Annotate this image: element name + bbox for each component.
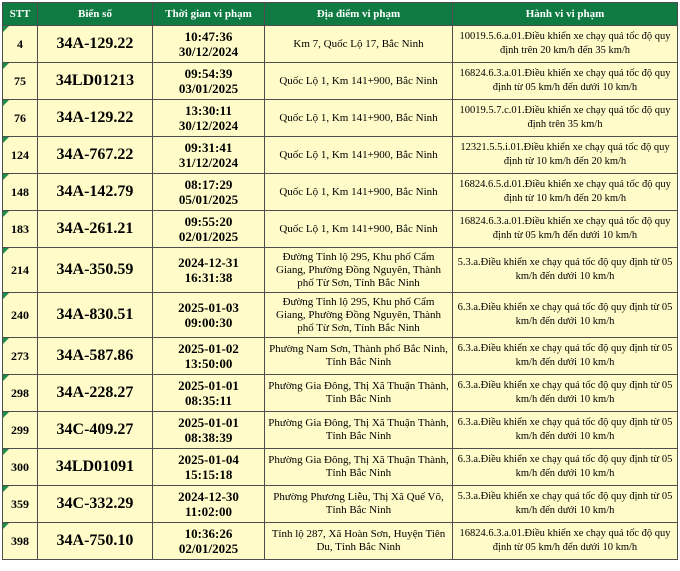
time-line-2: 16:31:38 bbox=[184, 270, 233, 285]
time-line-1: 2025-01-04 bbox=[178, 452, 239, 467]
time-line-2: 02/01/2025 bbox=[178, 229, 239, 244]
cell-place: Quốc Lộ 1, Km 141+900, Bắc Ninh bbox=[265, 211, 453, 248]
time-line-2: 30/12/2024 bbox=[178, 44, 239, 59]
table-row bbox=[3, 412, 678, 449]
cell-act: 5.3.a.Điều khiển xe chạy quá tốc độ quy định từ 05 km/h đến dưới 10 km/h bbox=[453, 248, 678, 293]
cell-act: 6.3.a.Điều khiển xe chạy quá tốc độ quy định từ 05 km/h đến dưới 10 km/h bbox=[453, 293, 678, 338]
header-time: Thời gian vi phạm bbox=[153, 3, 265, 26]
cell-plate: 34C-409.27 bbox=[38, 412, 153, 449]
cell-place: Phường Gia Đông, Thị Xã Thuận Thành, Tỉnh Bắc Ninh bbox=[265, 375, 453, 412]
cell-act: 6.3.a.Điều khiển xe chạy quá tốc độ quy định từ 05 km/h đến dưới 10 km/h bbox=[453, 375, 678, 412]
time-line-2: 03/01/2025 bbox=[178, 81, 239, 96]
time-line-1: 08:17:29 bbox=[184, 177, 233, 192]
cell-plate: 34LD01091 bbox=[38, 449, 153, 486]
time-line-2: 15:15:18 bbox=[184, 467, 233, 482]
time-line-2: 02/01/2025 bbox=[178, 541, 239, 556]
table-row bbox=[3, 486, 678, 523]
cell-time bbox=[153, 338, 265, 375]
cell-time bbox=[153, 523, 265, 560]
time-line-2: 08:35:11 bbox=[185, 393, 232, 408]
cell-stt: 273 bbox=[3, 338, 38, 375]
cell-act: 16824.6.3.a.01.Điều khiển xe chạy quá tốc độ quy định từ 05 km/h đến dưới 10 km/h bbox=[453, 523, 678, 560]
time-line-1: 2024-12-31 bbox=[178, 255, 239, 270]
table-row bbox=[3, 100, 678, 137]
cell-time bbox=[153, 412, 265, 449]
time-line-1: 09:31:41 bbox=[184, 140, 233, 155]
time-line-1: 2025-01-02 bbox=[178, 341, 239, 356]
cell-stt: 300 bbox=[3, 449, 38, 486]
time-line-2: 13:50:00 bbox=[184, 356, 233, 371]
cell-place: Phường Gia Đông, Thị Xã Thuận Thành, Tỉnh Bắc Ninh bbox=[265, 449, 453, 486]
table-row bbox=[3, 174, 678, 211]
time-line-1: 10:47:36 bbox=[184, 29, 233, 44]
time-line-2: 30/12/2024 bbox=[178, 118, 239, 133]
cell-plate: 34A-767.22 bbox=[38, 137, 153, 174]
header-place: Địa điểm vi phạm bbox=[265, 3, 453, 26]
cell-plate: 34A-350.59 bbox=[38, 248, 153, 293]
table-row bbox=[3, 137, 678, 174]
header-stt: STT bbox=[3, 3, 38, 26]
cell-time bbox=[153, 174, 265, 211]
cell-act: 10019.5.6.a.01.Điều khiển xe chạy quá tốc độ quy định trên 20 km/h đến 35 km/h bbox=[453, 26, 678, 63]
cell-act: 16824.6.3.a.01.Điều khiển xe chạy quá tốc độ quy định từ 05 km/h đến dưới 10 km/h bbox=[453, 63, 678, 100]
cell-stt: 183 bbox=[3, 211, 38, 248]
table-row bbox=[3, 293, 678, 338]
cell-place: Quốc Lộ 1, Km 141+900, Bắc Ninh bbox=[265, 63, 453, 100]
cell-stt: 298 bbox=[3, 375, 38, 412]
table-row bbox=[3, 338, 678, 375]
cell-plate: 34A-261.21 bbox=[38, 211, 153, 248]
time-line-2: 08:38:39 bbox=[184, 430, 233, 445]
cell-stt: 398 bbox=[3, 523, 38, 560]
cell-plate: 34A-750.10 bbox=[38, 523, 153, 560]
cell-place: Quốc Lộ 1, Km 141+900, Bắc Ninh bbox=[265, 137, 453, 174]
cell-time bbox=[153, 26, 265, 63]
cell-stt: 124 bbox=[3, 137, 38, 174]
cell-act: 16824.6.3.a.01.Điều khiển xe chạy quá tốc độ quy định từ 05 km/h đến dưới 10 km/h bbox=[453, 211, 678, 248]
cell-act: 6.3.a.Điều khiển xe chạy quá tốc độ quy định từ 05 km/h đến dưới 10 km/h bbox=[453, 449, 678, 486]
cell-act: 5.3.a.Điều khiển xe chạy quá tốc độ quy định từ 05 km/h đến dưới 10 km/h bbox=[453, 486, 678, 523]
cell-plate: 34A-587.86 bbox=[38, 338, 153, 375]
cell-act: 6.3.a.Điều khiển xe chạy quá tốc độ quy định từ 05 km/h đến dưới 10 km/h bbox=[453, 412, 678, 449]
time-line-2: 09:00:30 bbox=[184, 315, 233, 330]
cell-stt: 240 bbox=[3, 293, 38, 338]
table-row bbox=[3, 523, 678, 560]
cell-time bbox=[153, 100, 265, 137]
cell-stt: 214 bbox=[3, 248, 38, 293]
cell-place: Quốc Lộ 1, Km 141+900, Bắc Ninh bbox=[265, 174, 453, 211]
time-line-1: 09:54:39 bbox=[184, 66, 233, 81]
cell-time bbox=[153, 63, 265, 100]
cell-act: 10019.5.7.c.01.Điều khiển xe chạy quá tốc độ quy định trên 35 km/h bbox=[453, 100, 678, 137]
cell-place: Km 7, Quốc Lộ 17, Bắc Ninh bbox=[265, 26, 453, 63]
cell-place: Phường Phương Liễu, Thị Xã Quế Võ, Tỉnh Bắc Ninh bbox=[265, 486, 453, 523]
time-line-1: 2025-01-03 bbox=[178, 300, 239, 315]
cell-act: 12321.5.5.i.01.Điều khiển xe chạy quá tốc độ quy định từ 10 km/h đến 20 km/h bbox=[453, 137, 678, 174]
cell-stt: 148 bbox=[3, 174, 38, 211]
cell-time bbox=[153, 248, 265, 293]
cell-plate: 34A-142.79 bbox=[38, 174, 153, 211]
time-line-2: 31/12/2024 bbox=[178, 155, 239, 170]
table-row bbox=[3, 26, 678, 63]
time-line-2: 05/01/2025 bbox=[178, 192, 239, 207]
time-line-1: 2025-01-01 bbox=[178, 415, 239, 430]
cell-place: Phường Gia Đông, Thị Xã Thuận Thành, Tỉnh Bắc Ninh bbox=[265, 412, 453, 449]
table-row bbox=[3, 211, 678, 248]
cell-time bbox=[153, 211, 265, 248]
cell-plate: 34A-830.51 bbox=[38, 293, 153, 338]
cell-time bbox=[153, 449, 265, 486]
time-line-1: 2024-12-30 bbox=[178, 489, 239, 504]
cell-place: Quốc Lộ 1, Km 141+900, Bắc Ninh bbox=[265, 100, 453, 137]
cell-plate: 34C-332.29 bbox=[38, 486, 153, 523]
table-body bbox=[3, 26, 678, 560]
cell-act: 6.3.a.Điều khiển xe chạy quá tốc độ quy định từ 05 km/h đến dưới 10 km/h bbox=[453, 338, 678, 375]
table-row bbox=[3, 449, 678, 486]
header-act: Hành vi vi phạm bbox=[453, 3, 678, 26]
cell-plate: 34A-129.22 bbox=[38, 26, 153, 63]
time-line-1: 09:55:20 bbox=[184, 214, 233, 229]
cell-time bbox=[153, 486, 265, 523]
time-line-2: 11:02:00 bbox=[185, 504, 232, 519]
cell-stt: 76 bbox=[3, 100, 38, 137]
time-line-1: 13:30:11 bbox=[185, 103, 232, 118]
cell-stt: 75 bbox=[3, 63, 38, 100]
cell-act: 16824.6.5.d.01.Điều khiển xe chạy quá tốc độ quy định từ 10 km/h đến 20 km/h bbox=[453, 174, 678, 211]
cell-time bbox=[153, 375, 265, 412]
violations-table bbox=[2, 2, 678, 560]
cell-plate: 34LD01213 bbox=[38, 63, 153, 100]
cell-place: Phường Nam Sơn, Thành phố Bắc Ninh, Tỉnh Bắc Ninh bbox=[265, 338, 453, 375]
cell-time bbox=[153, 137, 265, 174]
cell-plate: 34A-129.22 bbox=[38, 100, 153, 137]
cell-plate: 34A-228.27 bbox=[38, 375, 153, 412]
table-row bbox=[3, 248, 678, 293]
cell-time bbox=[153, 293, 265, 338]
cell-stt: 4 bbox=[3, 26, 38, 63]
cell-stt: 359 bbox=[3, 486, 38, 523]
time-line-1: 2025-01-01 bbox=[178, 378, 239, 393]
time-line-1: 10:36:26 bbox=[184, 526, 233, 541]
table-row bbox=[3, 63, 678, 100]
header-row bbox=[3, 3, 678, 26]
cell-stt: 299 bbox=[3, 412, 38, 449]
table-row bbox=[3, 375, 678, 412]
cell-place: Tỉnh lộ 287, Xã Hoàn Sơn, Huyện Tiên Du, Tỉnh Bắc Ninh bbox=[265, 523, 453, 560]
cell-place: Đường Tỉnh lộ 295, Khu phố Cẩm Giang, Phường Đồng Nguyên, Thành phố Từ Sơn, Tỉnh Bắc Ninh bbox=[265, 248, 453, 293]
cell-place: Đường Tỉnh lộ 295, Khu phố Cẩm Giang, Phường Đồng Nguyên, Thành phố Từ Sơn, Tỉnh Bắc Ninh bbox=[265, 293, 453, 338]
header-plate: Biển số bbox=[38, 3, 153, 26]
